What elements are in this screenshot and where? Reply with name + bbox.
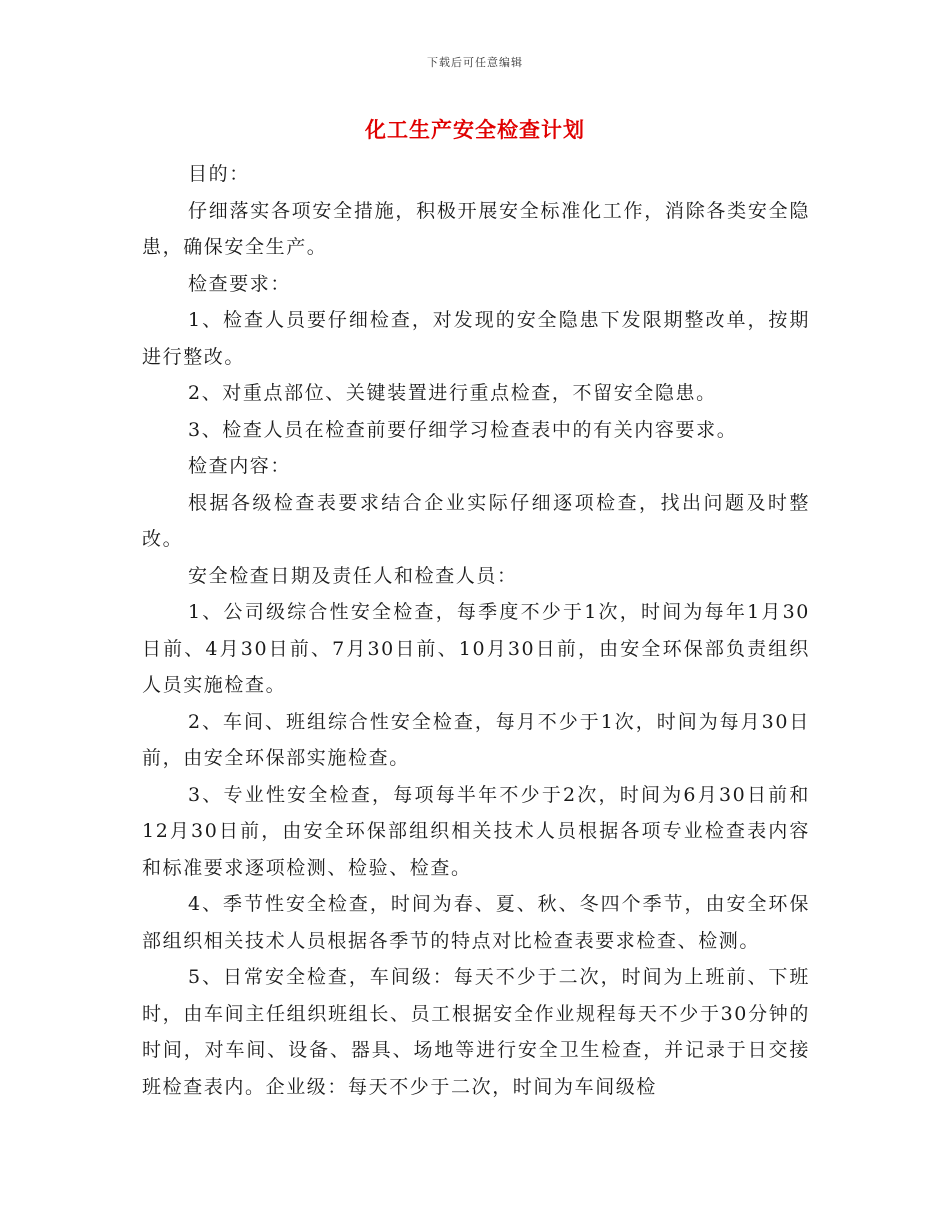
paragraph-schedule-3: 3、专业性安全检查，每项每半年不少于2次，时间为6月30日前和12月30日前，由安全环保部组织相关技术人员根据各项专业检查表内容和标准要求逐项检测、检验、检查。 bbox=[142, 783, 810, 879]
paragraph-requirement-2: 2、对重点部位、关键装置进行重点检查，不留安全隐患。 bbox=[188, 382, 717, 404]
paragraph-content-heading: 检查内容： bbox=[188, 455, 292, 477]
paragraph-purpose-heading: 目的： bbox=[188, 163, 250, 185]
paragraph-requirement-3: 3、检查人员在检查前要仔细学习检查表中的有关内容要求。 bbox=[188, 418, 738, 441]
paragraph-purpose: 仔细落实各项安全措施，积极开展安全标准化工作，消除各类安全隐患，确保安全生产。 bbox=[142, 199, 810, 258]
paragraph-schedule-1: 1、公司级综合性安全检查，每季度不少于1次，时间为每年1月30日前、4月30日前、7月30日前、10月30日前，由安全环保部负责组织人员实施检查。 bbox=[142, 601, 810, 696]
paragraph-schedule-2: 2、车间、班组综合性安全检查，每月不少于1次，时间为每月30日前，由安全环保部实施检查。 bbox=[142, 710, 810, 769]
document-body bbox=[142, 156, 810, 1105]
paragraph-schedule-4: 4、季节性安全检查，时间为春、夏、秋、冬四个季节，由安全环保部组织相关技术人员根据各季节的特点对比检查表要求检查、检测。 bbox=[142, 893, 810, 952]
paragraph-content: 根据各级检查表要求结合企业实际仔细逐项检查，找出问题及时整改。 bbox=[142, 491, 810, 550]
header-note: 下载后可任意编辑 bbox=[427, 56, 523, 69]
paragraph-requirement-1: 1、检查人员要仔细检查，对发现的安全隐患下发限期整改单，按期进行整改。 bbox=[142, 309, 810, 368]
document-title: 化工生产安全检查计划 bbox=[365, 117, 585, 142]
paragraph-schedule-5: 5、日常安全检查，车间级：每天不少于二次，时间为上班前、下班时，由车间主任组织班组长、员工根据安全作业规程每天不少于30分钟的时间，对车间、设备、器具、场地等进行安全卫生检查，并记录于日交接班检查表内。企业级：每天不少于二次，时间为车间级检 bbox=[142, 966, 810, 1098]
paragraph-schedule-heading: 安全检查日期及责任人和检查人员： bbox=[188, 564, 518, 587]
paragraph-requirements-heading: 检查要求： bbox=[188, 272, 292, 295]
